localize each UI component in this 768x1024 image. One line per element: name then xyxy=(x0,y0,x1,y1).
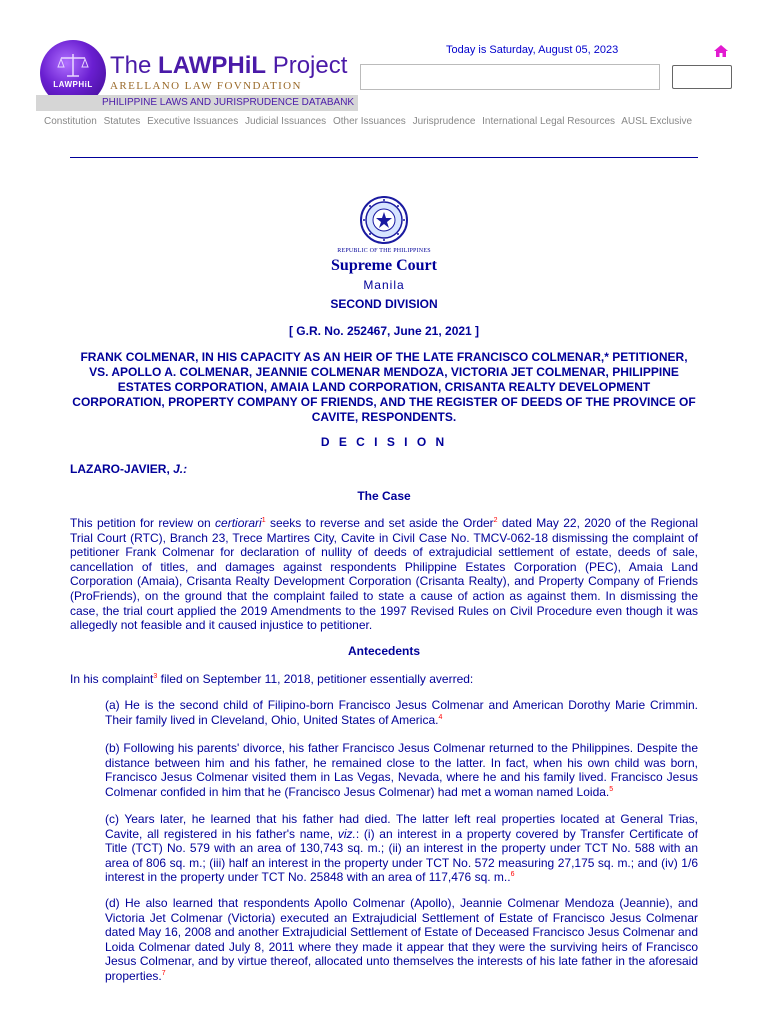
section-heading-antecedents: Antecedents xyxy=(347,644,421,658)
text-run: (a) He is the second child of Filipino-born Francisco Jesus Colmenar and American Dorothy Marie Crimmin. Their family lived in Cleveland, Ohio, United States of America. xyxy=(105,698,698,727)
footnote-link[interactable]: 2 xyxy=(493,517,498,524)
today-date: Today is Saturday, August 05, 2023 xyxy=(446,44,619,56)
text-run: (c) Years later, he learned that his father had died. The latter left real properties located at General Trias, Cavite, all registered in his father's name, xyxy=(105,812,698,841)
nav-statutes[interactable]: Statutes xyxy=(103,116,141,127)
case-parties: FRANK COLMENAR, IN HIS CAPACITY AS AN HEIR OF THE LATE FRANCISCO COLMENAR,* PETITIONER, VS. APOLLO A. COLMENAR, JEANNIE COLMENAR MENDOZA, VICTORIA JET COLMENAR, PHILIPPINE ESTATES CORPORATION, AMAIA LAND CORPORATION, CRISANTA REALTY DEVELOPMENT CORPORATION, PROPERTY COMPANY OF FRIENDS, AND THE REGISTER OF DEEDS OF THE PROVINCE OF CAVITE, RESPONDENTS. xyxy=(72,350,696,424)
decision-heading: D E C I S I O N xyxy=(320,435,448,449)
text-run: viz. xyxy=(337,826,356,841)
ponente xyxy=(70,462,187,476)
republic-label: REPUBLIC OF THE PHILIPPINES xyxy=(337,248,431,254)
nav-judicial-issuances[interactable]: Judicial Issuances xyxy=(245,116,327,127)
averment-item-c xyxy=(105,812,698,885)
case-number: [ G.R. No. 252467, June 21, 2021 ] xyxy=(288,324,480,338)
text-run: dated May 22, 2020 of the Regional Trial Court (RTC), Branch 23, Trece Martires City, Cavite in Civil Case No. TMCV-062-18 dismissing the complaint of petitioner Frank Colmenar for declaration of nullity of deeds of extrajudicial settlement of estate, deeds of sale, cancellation of titles, and damages against respondents Philippine Estates Corporation (PEC), Amaia Land Corporation (Amaia), Crisanta Realty Development Corporation (Crisanta Realty), and Property Company of Friends (ProFriends), on the ground that the complaint failed to state a cause of action as against them. In dismissing the case, the trial court applied the 2019 Amendments to the 1997 Revised Rules on Civil Procedure even though it was allegedly not feasible and it caused injustice to petitioner. xyxy=(70,516,698,633)
averment-item-a xyxy=(105,698,698,727)
site-header xyxy=(0,0,768,140)
antecedents-intro xyxy=(70,672,698,687)
averment-item-b xyxy=(105,741,698,799)
nav-international-legal-resources[interactable]: International Legal Resources xyxy=(482,116,616,127)
text-run: certiorari xyxy=(215,516,262,530)
section-heading-case: The Case xyxy=(357,489,411,503)
footnote-link[interactable]: 5 xyxy=(609,785,614,793)
main-nav xyxy=(44,116,696,127)
text-run: filed on September 11, 2018, petitioner essentially averred: xyxy=(157,672,474,686)
title-brand: LAWPHiL xyxy=(158,52,267,79)
nav-constitution[interactable]: Constitution xyxy=(44,116,97,127)
averment-item-d xyxy=(105,896,698,984)
footnote-link[interactable]: 1 xyxy=(261,517,266,524)
text-run: : (i) an interest in a property covered by Transfer Certificate of Title (TCT) No. 579 with an area of 130,743 sq. m.; (ii) an interest in the property under TCT No. 588 with an area of 806 sq. m.; (iii) half an interest in the property under TCT No. 572 measuring 27,175 sq. m.; and (iv) 1/6 interest in the property under TCT No. 25848 with an area of 117,476 sq. m.. xyxy=(105,826,699,885)
text-run: seeks to reverse and set aside the Order xyxy=(265,516,494,530)
case-paragraph xyxy=(70,516,698,633)
foundation-name: ARELLANO LAW FOVNDATION xyxy=(110,80,302,92)
search-input[interactable] xyxy=(360,64,660,90)
text-run: This petition for review on xyxy=(70,516,216,530)
footnote-link[interactable]: 6 xyxy=(510,871,515,879)
header-divider xyxy=(70,157,698,158)
footnote-link[interactable]: 7 xyxy=(161,969,166,977)
ponente-title: J.: xyxy=(173,462,188,476)
supreme-court-seal-icon xyxy=(360,196,408,244)
nav-jurisprudence[interactable]: Jurisprudence xyxy=(412,116,476,127)
logo-text: LAWPHiL xyxy=(53,80,93,89)
nav-other-issuances[interactable]: Other Issuances xyxy=(332,116,406,127)
title-prefix: The xyxy=(110,52,159,79)
court-name: Supreme Court xyxy=(331,257,437,274)
nav-ausl-exclusive[interactable]: AUSL Exclusive xyxy=(621,116,693,127)
text-run: (d) He also learned that respondents Apollo Colmenar (Apollo), Jeannie Colmenar Mendoza (Jeannie), and Victoria Jet Colmenar (Victoria) executed an Extrajudicial Settlement of Estate of Francisco Jesus Colmenar dated May 16, 2008 and another Extrajudicial Settlement of Estate of Deceased Francisco Jesus Colmenar and Loida Colmenar dated July 8, 2011 where they made it appear that they were the surviving heirs of Francisco Jesus Colmenar, and by virtue thereof, allocated unto themselves the interests of his late father in the aforesaid properties. xyxy=(105,896,698,983)
tagline: PHILIPPINE LAWS AND JURISPRUDENCE DATABANK xyxy=(102,97,355,108)
court-division: SECOND DIVISION xyxy=(330,297,438,311)
nav-executive-issuances[interactable]: Executive Issuances xyxy=(147,116,239,127)
home-icon[interactable] xyxy=(713,44,729,58)
footnote-link[interactable]: 4 xyxy=(438,713,443,721)
ponente-name: LAZARO-JAVIER, xyxy=(70,462,174,476)
text-run: In his complaint xyxy=(70,672,154,686)
text-run: (b) Following his parents' divorce, his father Francisco Jesus Colmenar returned to the Philippines. Despite the distance between him and his father, he remained close to the latter. In fact, when his own child was born, Francisco Jesus Colmenar visited them in Las Vegas, Nevada, where he and his family lived. Francisco Jesus Colmenar confided in him that he (Francisco Jesus Colmenar) had met a woman named Loida. xyxy=(105,741,698,799)
tagline-bar xyxy=(36,95,358,111)
search-button[interactable] xyxy=(672,65,732,89)
scales-of-justice-icon xyxy=(57,52,89,80)
court-city: Manila xyxy=(363,278,405,292)
footnote-link[interactable]: 3 xyxy=(153,673,158,680)
title-suffix: Project xyxy=(266,52,348,79)
site-title[interactable] xyxy=(110,52,347,80)
